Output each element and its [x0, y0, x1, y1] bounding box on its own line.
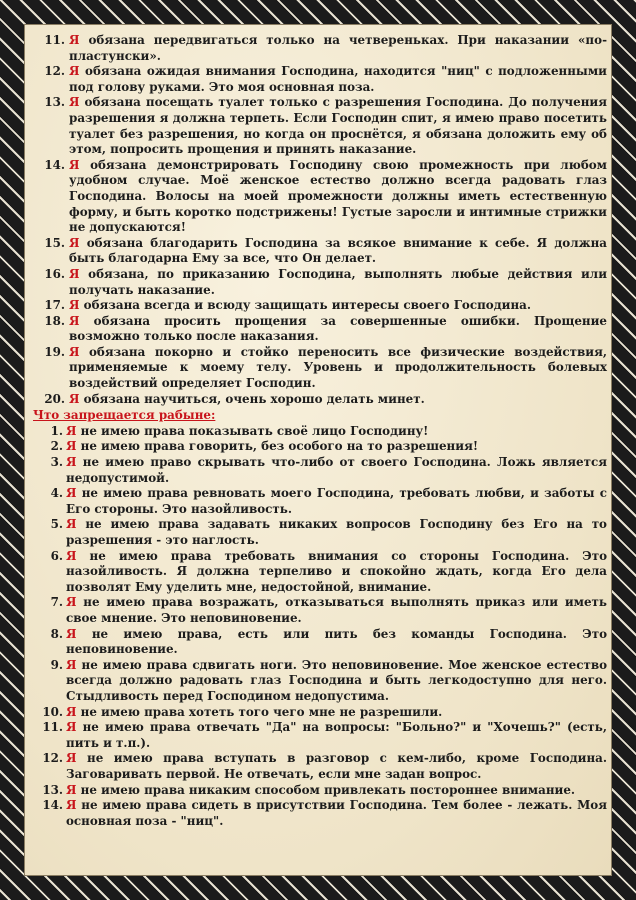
item-pronoun: Я — [69, 235, 80, 250]
item-text-block — [69, 298, 607, 314]
item-text: обязана ожидая внимания Господина, находится "ниц" с подложенными под голову руками. Это моя основная поза. — [69, 64, 607, 94]
item-text-block — [66, 751, 607, 782]
item-number: 4. — [50, 486, 63, 501]
list-item — [41, 424, 607, 440]
item-text: не имею права ревновать моего Господина, требовать любви, и заботы с Его стороны. Это назойливость. — [66, 486, 608, 516]
item-text: не имею права никаким способом привлекать постороннее внимание. — [80, 782, 576, 797]
section-title: Что запрещается рабыне: — [33, 408, 216, 423]
item-number: 9. — [50, 657, 63, 672]
item-number: 13. — [42, 782, 63, 797]
list-item — [41, 439, 607, 455]
item-text: обязана научиться, очень хорошо делать минет. — [83, 391, 425, 406]
item-text-block — [66, 705, 607, 721]
item-pronoun: Я — [69, 313, 80, 328]
item-text: обязана всегда и всюду защищать интересы своего Господина. — [83, 298, 532, 313]
item-text-block — [69, 345, 607, 392]
item-text: обязана, по приказанию Господина, выполнять любые действия или получать наказание. — [69, 266, 608, 297]
item-pronoun: Я — [69, 95, 80, 110]
item-pronoun: Я — [66, 720, 77, 735]
item-number: 15. — [44, 235, 65, 250]
list-item — [41, 517, 607, 548]
item-pronoun: Я — [66, 423, 77, 438]
item-number: 2. — [50, 439, 63, 454]
item-text-block — [66, 627, 607, 658]
item-number: 10. — [42, 704, 63, 719]
item-pronoun: Я — [66, 751, 77, 766]
item-number: 11. — [44, 33, 65, 47]
document-content — [33, 33, 607, 829]
item-text-block — [69, 158, 607, 236]
list-item — [41, 783, 607, 799]
item-number: 14. — [42, 798, 63, 813]
item-text: не имею права вступать в разговор с кем-либо, кроме Господина. Заговаривать первой. Не отвечать, если мне задан вопрос. — [66, 751, 607, 781]
item-pronoun: Я — [69, 157, 80, 172]
item-number: 1. — [50, 423, 63, 438]
item-number: 6. — [50, 548, 63, 563]
item-text: не имею права, есть или пить без команды Господина. Это неповиновение. — [66, 626, 608, 657]
list-item — [41, 705, 607, 721]
item-pronoun: Я — [66, 439, 77, 454]
list-item — [41, 455, 607, 486]
item-text: не имею права задавать никаких вопросов Господину без Его на то разрешения - это наглость. — [66, 517, 607, 547]
item-number: 8. — [50, 626, 63, 641]
item-number: 20. — [44, 391, 65, 406]
item-text: обязана передвигаться только на четвереньках. При наказании «по-пластунски». — [69, 33, 608, 63]
list-item — [33, 95, 607, 157]
item-text-block — [69, 33, 607, 64]
item-text: обязана демонстрировать Господину свою промежность при любом удобном случае. Моё женское естество должно всегда радовать глаз Господина. Волосы на моей промежности должны иметь естественную форму, и быть коротко подстрижены! Густые заросли и интимные стрижки не допускаются! — [69, 157, 608, 235]
item-number: 17. — [44, 298, 65, 313]
item-pronoun: Я — [66, 517, 77, 532]
list-item — [41, 595, 607, 626]
item-text: не имею права сидеть в присутствии Господина. Тем более - лежать. Моя основная поза - "ниц". — [66, 798, 607, 828]
item-pronoun: Я — [66, 548, 77, 563]
item-pronoun: Я — [69, 266, 80, 281]
item-number: 18. — [44, 313, 65, 328]
item-text-block — [66, 549, 607, 596]
item-text: не имею право скрывать что-либо от своего Господина. Ложь является недопустимой. — [66, 455, 607, 485]
item-text: не имею права сдвигать ноги. Это неповиновение. Мое женское естество всегда должно радовать глаз Господина и быть легкодоступно для него. Стыдливость перед Господином недопустима. — [66, 657, 608, 703]
list-item — [41, 627, 607, 658]
item-pronoun: Я — [69, 391, 80, 406]
list-item — [33, 64, 607, 95]
list-item — [33, 314, 607, 345]
item-number: 19. — [44, 344, 65, 359]
item-text-block — [66, 720, 607, 751]
item-pronoun: Я — [69, 344, 80, 359]
document-page — [24, 24, 612, 876]
list-item — [41, 720, 607, 751]
item-number: 11. — [42, 720, 63, 735]
item-text: не имею права возражать, отказываться выполнять приказ или иметь свое мнение. Это неповиновение. — [66, 595, 607, 625]
item-text: не имею права отвечать "Да" на вопросы: "Больно?" и "Хочешь?" (есть, пить и т.п.). — [66, 720, 608, 750]
item-text-block — [69, 64, 607, 95]
item-text: обязана благодарить Господина за всякое внимание к себе. Я должна быть благодарна Ему за все, что Он делает. — [69, 235, 607, 266]
item-text-block — [66, 798, 607, 829]
item-text-block — [66, 439, 607, 455]
item-pronoun: Я — [66, 455, 77, 470]
item-text-block — [69, 95, 607, 157]
item-text: не имею права хотеть того чего мне не разрешили. — [80, 704, 443, 719]
item-text-block — [66, 486, 607, 517]
item-text: не имею права требовать внимания со стороны Господина. Это назойливость. Я должна терпеливо и спокойно ждать, когда Его дела позволят Ему уделить мне, недостойной, внимание. — [66, 548, 608, 594]
item-number: 16. — [44, 266, 65, 281]
list-item — [33, 158, 607, 236]
item-text: обязана покорно и стойко переносить все физические воздействия, применяемые к моему телу. Уровень и продолжительность болевых воздействий определяет Господин. — [69, 344, 607, 391]
item-text-block — [66, 783, 607, 799]
list-item — [41, 549, 607, 596]
item-number: 5. — [50, 517, 63, 532]
item-number: 7. — [50, 595, 63, 610]
item-pronoun: Я — [66, 657, 77, 672]
list-item — [33, 345, 607, 392]
item-text-block — [66, 517, 607, 548]
item-pronoun: Я — [66, 782, 77, 797]
list-item — [41, 486, 607, 517]
list-item — [33, 236, 607, 267]
item-text: обязана просить прощения за совершенные ошибки. Прощение возможно только после наказания. — [69, 313, 608, 344]
list-item — [33, 33, 607, 64]
item-pronoun: Я — [66, 595, 77, 610]
item-text: не имею права показывать своё лицо Господину! — [80, 423, 429, 438]
list-item — [41, 658, 607, 705]
item-text-block — [66, 595, 607, 626]
item-pronoun: Я — [66, 626, 77, 641]
item-number: 3. — [50, 455, 63, 470]
item-pronoun: Я — [69, 64, 80, 79]
list-item — [33, 298, 607, 314]
list-item — [41, 751, 607, 782]
item-text-block — [66, 658, 607, 705]
item-text-block — [69, 392, 607, 408]
list-item — [41, 798, 607, 829]
item-pronoun: Я — [66, 486, 77, 501]
item-number: 13. — [44, 95, 65, 110]
item-text-block — [69, 236, 607, 267]
item-number: 12. — [42, 751, 63, 766]
prohibitions-list — [33, 424, 607, 829]
item-number: 12. — [44, 64, 65, 79]
item-text: обязана посещать туалет только с разрешения Господина. До получения разрешения я должна терпеть. Если Господин спит, я имею право посетить туалет без разрешения, но когда он проснётся, я обязана доложить ему об этом, попросить прощения и принять наказание. — [69, 95, 608, 157]
list-item — [33, 392, 607, 408]
obligations-list — [33, 33, 607, 407]
item-pronoun: Я — [66, 798, 77, 813]
item-text: не имею права говорить, без особого на то разрешения! — [80, 439, 479, 454]
item-text-block — [69, 267, 607, 298]
item-pronoun: Я — [66, 704, 77, 719]
item-text-block — [66, 455, 607, 486]
list-item — [33, 267, 607, 298]
item-number: 14. — [44, 157, 65, 172]
item-text-block — [66, 424, 607, 440]
item-pronoun: Я — [69, 33, 80, 47]
item-text-block — [69, 314, 607, 345]
item-pronoun: Я — [69, 298, 80, 313]
